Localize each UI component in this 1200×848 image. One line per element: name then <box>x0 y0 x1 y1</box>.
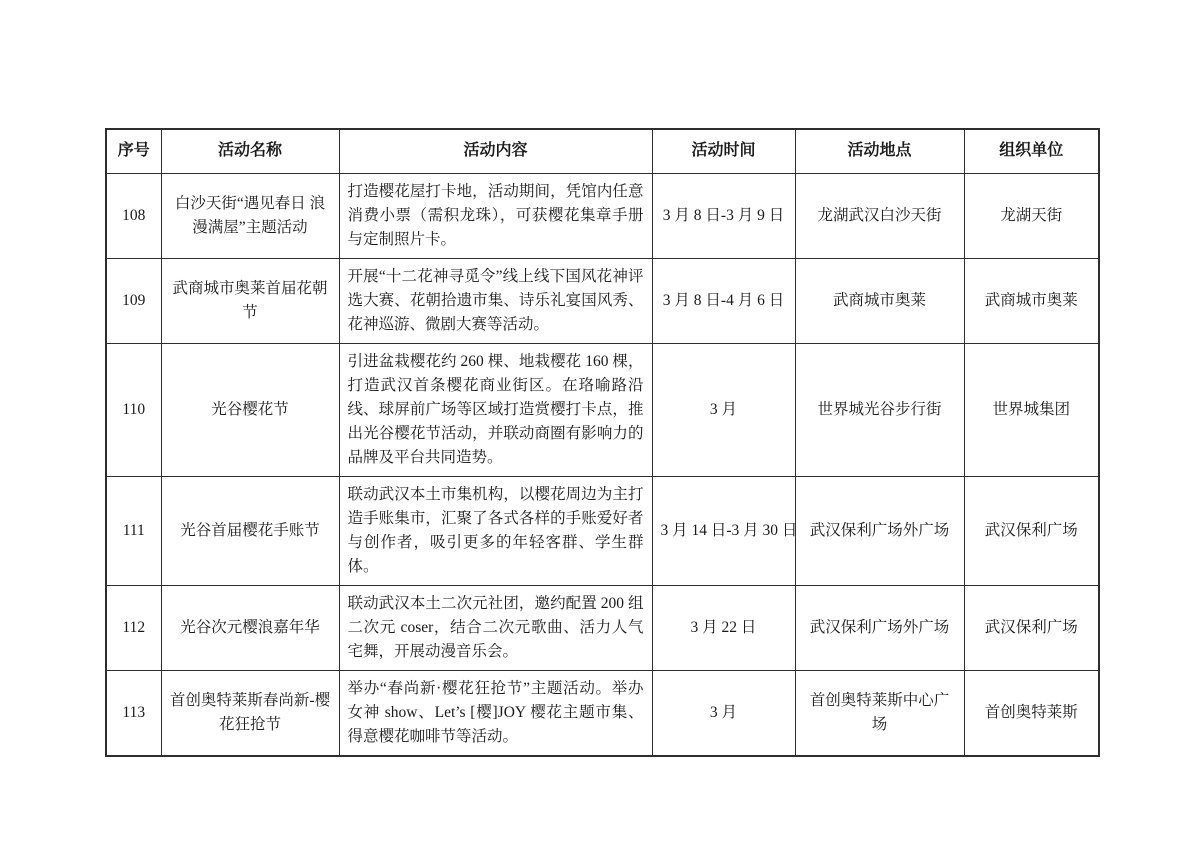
table-row <box>106 670 1099 756</box>
cell-location: 武汉保利广场外广场 <box>795 476 964 585</box>
table-row <box>106 343 1099 476</box>
cell-name: 光谷樱花节 <box>161 343 339 476</box>
cell-content: 举办“春尚新·樱花狂抢节”主题活动。举办女神 show、Let’s [樱]JOY 樱花主题市集、得意樱花咖啡节等活动。 <box>339 670 652 756</box>
cell-time: 3 月 14 日-3 月 30 日 <box>652 476 795 585</box>
cell-location: 武汉保利广场外广场 <box>795 585 964 670</box>
cell-name: 首创奥特莱斯春尚新-樱花狂抢节 <box>161 670 339 756</box>
column-header: 组织单位 <box>964 129 1099 173</box>
cell-name: 光谷次元樱浪嘉年华 <box>161 585 339 670</box>
cell-location: 世界城光谷步行街 <box>795 343 964 476</box>
cell-content: 开展“十二花神寻觅令”线上线下国风花神评选大赛、花朝拾遗市集、诗乐礼宴国风秀、花神巡游、微剧大赛等活动。 <box>339 258 652 343</box>
column-header: 活动内容 <box>339 129 652 173</box>
cell-time: 3 月 <box>652 343 795 476</box>
table-row <box>106 585 1099 670</box>
table-row <box>106 476 1099 585</box>
cell-time: 3 月 8 日-4 月 6 日 <box>652 258 795 343</box>
cell-organizer: 武商城市奥莱 <box>964 258 1099 343</box>
cell-location: 武商城市奥莱 <box>795 258 964 343</box>
column-header: 活动名称 <box>161 129 339 173</box>
cell-id: 111 <box>106 476 161 585</box>
cell-id: 109 <box>106 258 161 343</box>
cell-organizer: 武汉保利广场 <box>964 476 1099 585</box>
cell-id: 108 <box>106 173 161 258</box>
cell-id: 112 <box>106 585 161 670</box>
cell-time: 3 月 22 日 <box>652 585 795 670</box>
cell-id: 113 <box>106 670 161 756</box>
table-row <box>106 173 1099 258</box>
cell-content: 引进盆栽樱花约 260 棵、地栽樱花 160 棵，打造武汉首条樱花商业街区。在珞喻路沿线、球屏前广场等区域打造赏樱打卡点，推出光谷樱花节活动，并联动商圈有影响力的品牌及平台共同造势。 <box>339 343 652 476</box>
activity-table <box>105 128 1100 757</box>
cell-id: 110 <box>106 343 161 476</box>
cell-name: 光谷首届樱花手账节 <box>161 476 339 585</box>
cell-organizer: 龙湖天街 <box>964 173 1099 258</box>
table-body <box>106 173 1099 756</box>
column-header: 活动地点 <box>795 129 964 173</box>
cell-content: 联动武汉本土市集机构，以樱花周边为主打造手账集市，汇聚了各式各样的手账爱好者与创作者，吸引更多的年轻客群、学生群体。 <box>339 476 652 585</box>
cell-organizer: 武汉保利广场 <box>964 585 1099 670</box>
cell-organizer: 首创奥特莱斯 <box>964 670 1099 756</box>
cell-content: 联动武汉本土二次元社团，邀约配置 200 组二次元 coser，结合二次元歌曲、活力人气宅舞，开展动漫音乐会。 <box>339 585 652 670</box>
column-header: 序号 <box>106 129 161 173</box>
cell-organizer: 世界城集团 <box>964 343 1099 476</box>
cell-time: 3 月 <box>652 670 795 756</box>
cell-content: 打造樱花屋打卡地，活动期间，凭馆内任意消费小票（需积龙珠），可获樱花集章手册与定制照片卡。 <box>339 173 652 258</box>
cell-location: 首创奥特莱斯中心广场 <box>795 670 964 756</box>
cell-location: 龙湖武汉白沙天街 <box>795 173 964 258</box>
cell-name: 白沙天街“遇见春日 浪漫满屋”主题活动 <box>161 173 339 258</box>
cell-name: 武商城市奥莱首届花朝节 <box>161 258 339 343</box>
column-header: 活动时间 <box>652 129 795 173</box>
table-row <box>106 258 1099 343</box>
table-header-row <box>106 129 1099 173</box>
cell-time: 3 月 8 日-3 月 9 日 <box>652 173 795 258</box>
